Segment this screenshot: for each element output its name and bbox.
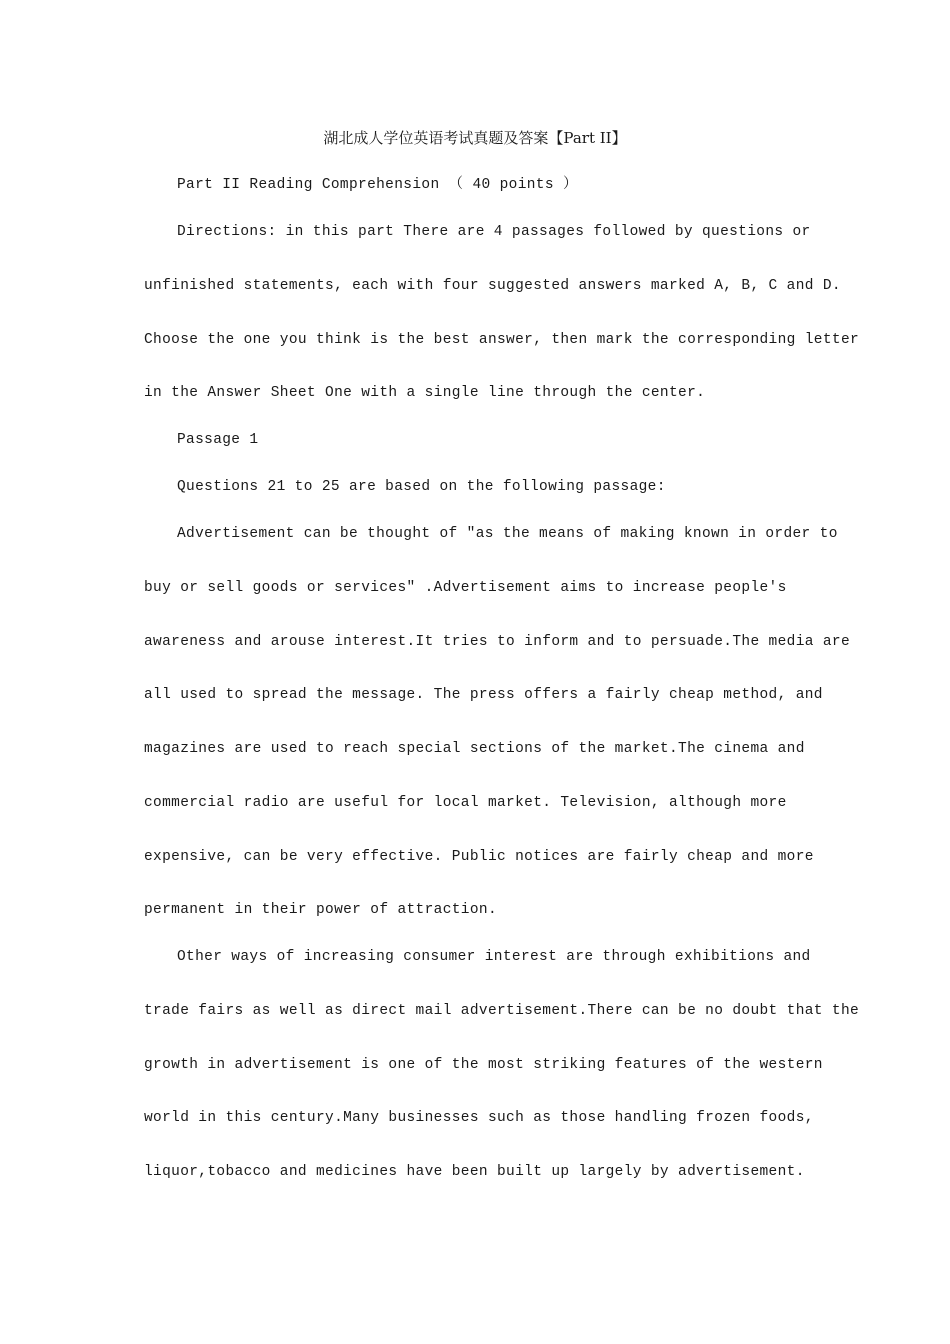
- passage-label: Passage 1: [177, 432, 259, 448]
- paragraph-line: buy or sell goods or services" .Advertisement aims to increase people's: [144, 580, 787, 596]
- paragraph-line: commercial radio are useful for local market. Television, although more: [144, 795, 787, 811]
- directions-line: in the Answer Sheet One with a single line through the center.: [144, 385, 706, 401]
- part-heading: Part II Reading Comprehension （ 40 points ）: [177, 177, 578, 193]
- questions-intro: Questions 21 to 25 are based on the following passage:: [177, 479, 666, 495]
- directions-line: unfinished statements, each with four suggested answers marked A, B, C and D.: [144, 278, 841, 294]
- directions-line: Choose the one you think is the best answer, then mark the corresponding letter: [144, 332, 860, 348]
- paragraph-line: trade fairs as well as direct mail advertisement.There can be no doubt that the: [144, 1003, 860, 1019]
- paragraph-line: Other ways of increasing consumer interest are through exhibitions and: [177, 949, 811, 965]
- directions-line: Directions: in this part There are 4 passages followed by questions or: [177, 224, 811, 240]
- paragraph-line: awareness and arouse interest.It tries to inform and to persuade.The media are: [144, 634, 851, 650]
- paragraph-line: liquor,tobacco and medicines have been built up largely by advertisement.: [144, 1164, 805, 1180]
- paragraph-line: expensive, can be very effective. Public notices are fairly cheap and more: [144, 849, 814, 865]
- paragraph-line: growth in advertisement is one of the most striking features of the western: [144, 1057, 823, 1073]
- paragraph-line: Advertisement can be thought of "as the means of making known in order to: [177, 526, 838, 542]
- paragraph-line: permanent in their power of attraction.: [144, 902, 498, 918]
- paragraph-line: world in this century.Many businesses such as those handling frozen foods,: [144, 1110, 814, 1126]
- paragraph-line: magazines are used to reach special sections of the market.The cinema and: [144, 741, 805, 757]
- document-title: 湖北成人学位英语考试真题及答案【Part II】: [323, 129, 627, 147]
- paragraph-line: all used to spread the message. The press offers a fairly cheap method, and: [144, 687, 823, 703]
